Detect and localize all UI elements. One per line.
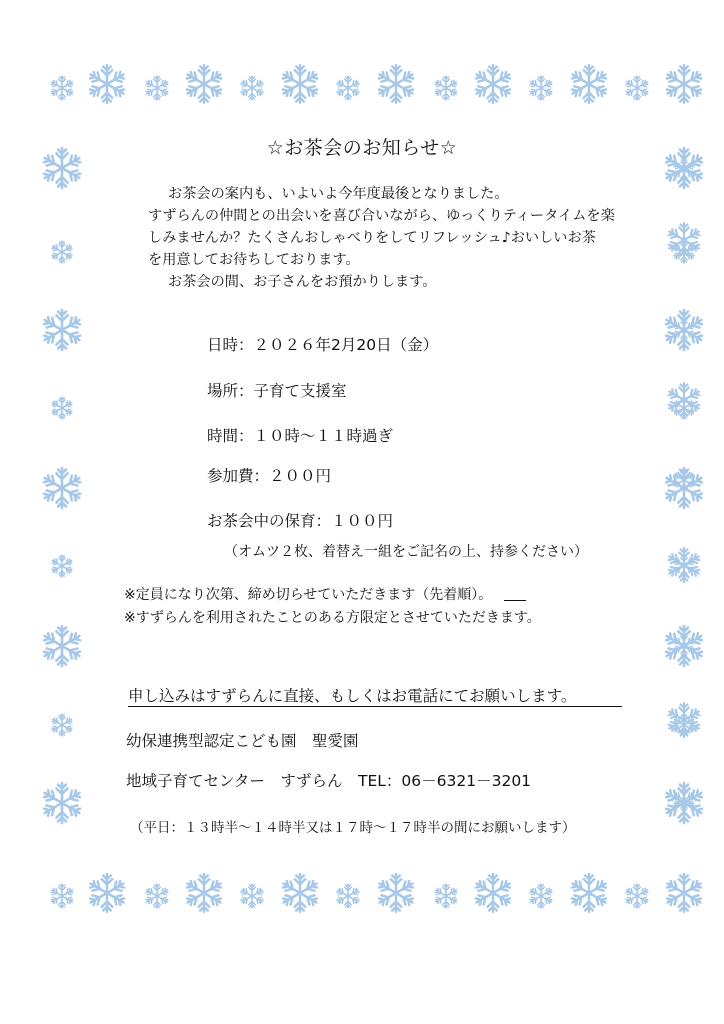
snowflake-icon <box>673 319 695 341</box>
snowflake-icon <box>88 874 126 912</box>
intro-paragraph <box>148 183 615 293</box>
snowflake-icon <box>51 397 73 419</box>
snowflake-icon <box>474 874 512 912</box>
snowflake-icon <box>667 383 701 417</box>
snowflake-icon <box>434 884 458 908</box>
snowflake-icon <box>51 555 73 577</box>
snowflake-icon <box>42 310 82 350</box>
snowflake-icon <box>529 76 553 100</box>
snowflake-icon <box>42 468 82 508</box>
snowflake-icon <box>88 65 126 103</box>
center-contact: 地域子育てセンター すずらん TEL：06－6321－3201 <box>126 772 532 790</box>
snowflake-icon <box>665 874 703 912</box>
apply-instructions: 申し込みはすずらんに直接、もしくはお電話にてお願いします。 <box>128 687 577 705</box>
snowflake-icon <box>185 65 223 103</box>
snowflake-icon <box>50 76 74 100</box>
snowflake-icon <box>42 783 82 823</box>
snowflake-icon <box>281 65 319 103</box>
intro-line: を用意してお待ちしております。 <box>148 252 360 268</box>
snowflake-icon <box>625 76 649 100</box>
event-place: 場所：子育て支援室 <box>207 382 347 400</box>
snowflake-icon <box>377 65 415 103</box>
snowflake-icon <box>667 223 701 257</box>
snowflake-icon <box>673 634 695 656</box>
intro-line: お茶会の間、お子さんをお預かりします。 <box>168 274 437 290</box>
snowflake-icon <box>336 76 360 100</box>
snowflake-icon <box>145 76 169 100</box>
event-fee: 参加費：２００円 <box>207 467 332 485</box>
snowflake-icon <box>434 76 458 100</box>
snowflake-icon <box>336 884 360 908</box>
childcare-note: （オムツ２枚、着替え一組をご記名の上、持参ください） <box>224 544 588 560</box>
snowflake-icon <box>529 884 553 908</box>
snowflake-icon <box>185 874 223 912</box>
intro-line: すずらんの仲間との出会いを喜び合いながら、ゆっくりティータイムを楽 <box>148 208 615 224</box>
snowflake-icon <box>377 874 415 912</box>
snowflake-icon <box>667 703 701 737</box>
snowflake-icon <box>570 874 608 912</box>
kindergarten-name: 幼保連携型認定こども園 聖愛園 <box>126 732 359 750</box>
snowflake-icon <box>667 548 701 582</box>
intro-line: お茶会の案内も、いよいよ今年度最後となりました。 <box>168 186 509 202</box>
snowflake-icon <box>51 241 73 263</box>
snowflake-icon <box>665 65 703 103</box>
snowflake-icon <box>240 884 264 908</box>
snowflake-icon <box>474 65 512 103</box>
intro-line: しみませんか？たくさんおしゃべりをしてリフレッシュ♪おいしいお茶 <box>148 230 596 246</box>
page-title: ☆お茶会のお知らせ☆ <box>266 137 458 159</box>
snowflake-icon <box>240 76 264 100</box>
snowflake-icon <box>570 65 608 103</box>
snowflake-icon <box>281 874 319 912</box>
snowflake-icon <box>673 159 695 181</box>
snowflake-icon <box>42 626 82 666</box>
snowflake-icon <box>51 714 73 736</box>
event-time: 時間：１０時～１１時過ぎ <box>207 427 394 445</box>
rule-first-come: ※定員になり次第、締め切らせていただきます（先着順）。 <box>124 587 493 603</box>
event-date: 日時：２０２６年2月20日（金） <box>207 336 439 354</box>
apply-underline <box>128 706 622 707</box>
rule-underline <box>504 600 526 601</box>
call-hours: （平日：１３時半～１４時半又は１７時～１７時半の間にお願いします） <box>130 820 576 836</box>
snowflake-icon <box>50 884 74 908</box>
snowflake-icon <box>145 884 169 908</box>
childcare-fee: お茶会中の保育：１００円 <box>207 512 394 530</box>
snowflake-icon <box>625 884 649 908</box>
rule-members-only: ※すずらんを利用されたことのある方限定とさせていただきます。 <box>124 610 541 626</box>
